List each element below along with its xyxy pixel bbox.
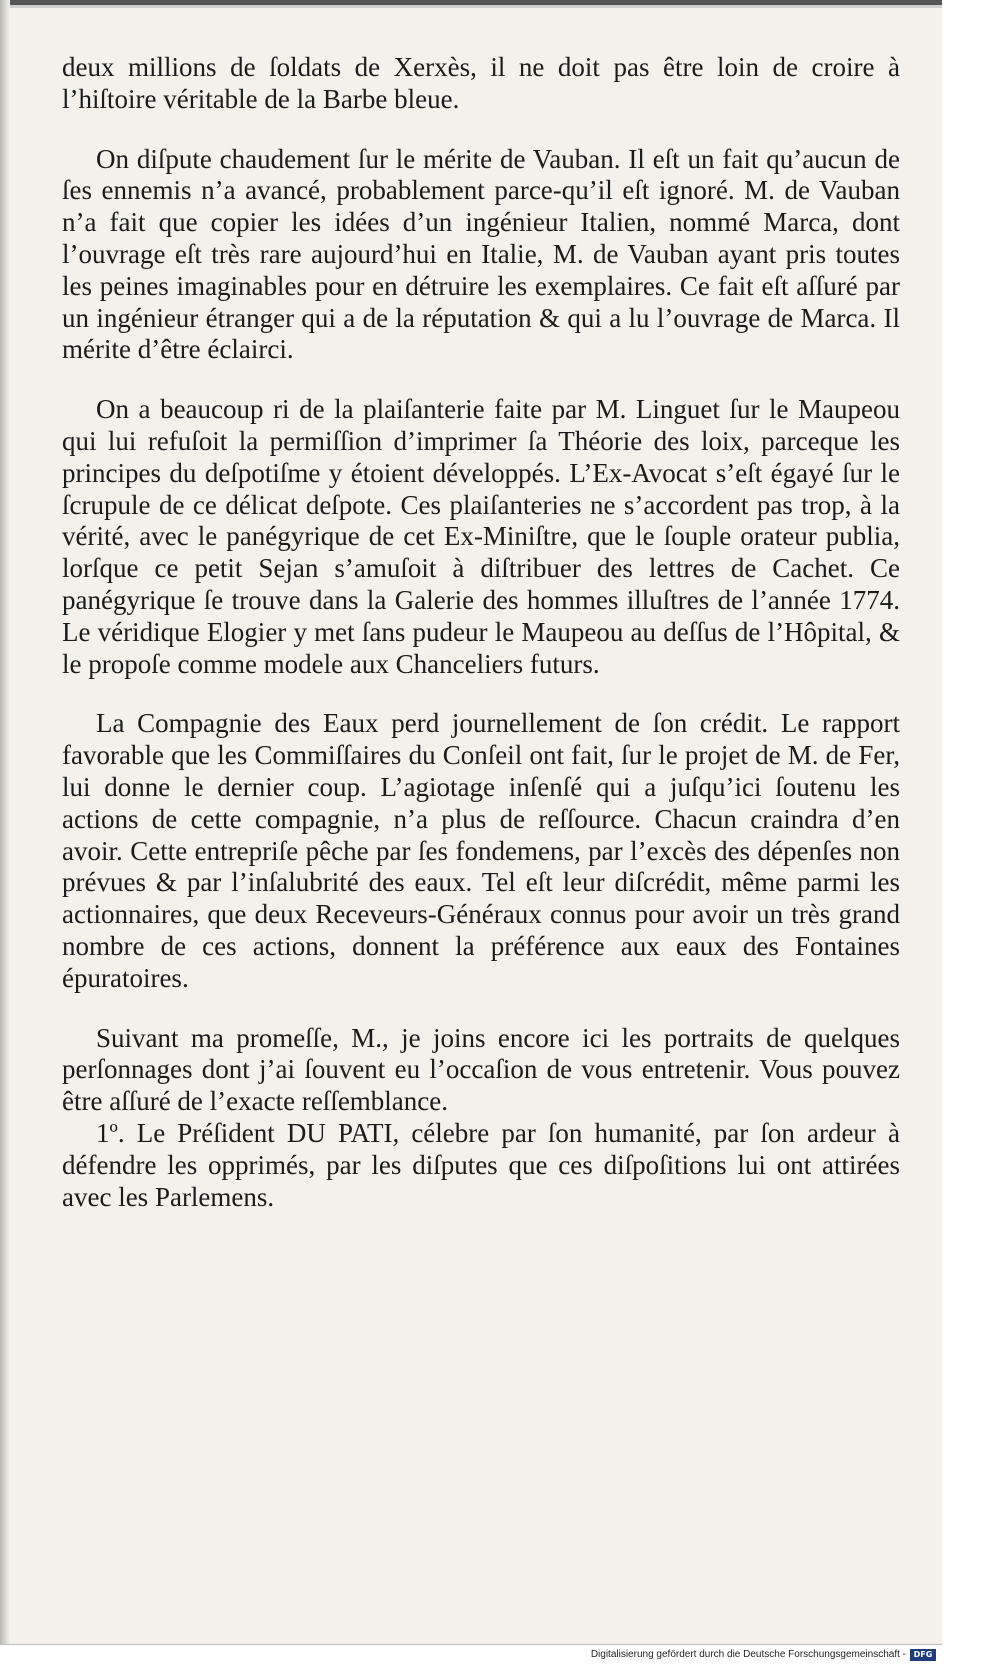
paragraph-compagnie-des-eaux: La Compagnie des Eaux perd journellement de ſon crédit. Le rapport favorable que les Commiſſaires du Conſeil ont fait, ſur le projet de M. de Fer, lui donne le dernier coup. L’agiotage inſenſé qui a juſqu’ici ſoutenu les actions de cette compagnie, n’a plus de reſſource. Chacun craindra d’en avoir. Cette entrepriſe pêche par ſes fondemens, par l’excès des dépenſes non prévues & par l’inſalubrité des eaux. Tel eſt leur diſcrédit, même parmi les actionnaires, que deux Receveurs-Généraux connus pour avoir un très grand nombre de ces actions, donnent la préférence aux eaux des Fontaines épuratoires. bbox=[62, 708, 900, 993]
paragraph-gap bbox=[62, 680, 900, 708]
paragraph-president-du-pati: 1º. Le Préſident DU PATI, célebre par ſon humanité, par ſon ardeur à défendre les opprimés, par les diſputes que ces diſpoſitions lui ont attirées avec les Parlemens. bbox=[62, 1117, 900, 1212]
digitization-footer bbox=[0, 1644, 942, 1665]
paragraph-vauban: On diſpute chaudement ſur le mérite de Vauban. Il eſt un fait qu’aucun de ſes ennemis n’a avancé, probablement parce-qu’il eſt ignoré. M. de Vauban n’a fait que copier les idées d’un ingénieur Italien, nommé Marca, dont l’ouvrage eſt très rare aujourd’hui en Italie, M. de Vauban ayant pris toutes les peines imaginables pour en détruire les exemplaires. Ce fait eſt aſſuré par un ingénieur étranger qui a de la réputation & qui a lu l’ouvrage de Marca. Il mérite d’être éclairci. bbox=[62, 143, 900, 365]
paragraph-linguet: On a beaucoup ri de la plaiſanterie faite par M. Linguet ſur le Maupeou qui lui refuſoit la permiſſion d’imprimer ſa Théorie des loix, parceque les principes du deſpotiſme y étoient développés. L’Ex-Avocat s’eſt égayé ſur le ſcrupule de ce délicat deſpote. Ces plaiſanteries ne s’accordent pas trop, à la vérité, avec le panégyrique de cet Ex-Miniſtre, que le ſouple orateur publia, lorſque ce petit Sejan s’amuſoit à diſtribuer des lettres de Cachet. Ce panégyrique ſe trouve dans la Galerie des hommes illuſtres de l’année 1774. Le véridique Elogier y met ſans pudeur le Maupeou au deſſus de l’Hôpital, & le propoſe comme modele aux Chanceliers futurs. bbox=[62, 394, 900, 679]
paragraph-gap bbox=[62, 116, 900, 144]
page-text-block bbox=[62, 52, 900, 1213]
paragraph-gap bbox=[62, 366, 900, 394]
page-left-edge bbox=[0, 0, 10, 1665]
paragraph-portraits-intro: Suivant ma promeſſe, M., je joins encore ici les portraits de quelques perſonnages dont j’ai ſouvent eu l’occaſion de vous entretenir. Vous pouvez être aſſuré de l’exacte reſſemblance. bbox=[62, 1022, 900, 1117]
footer-credit-text: Digitalisierung gefördert durch die Deutsche Forschungsgemeinschaft - bbox=[590, 1649, 906, 1660]
paragraph-gap bbox=[62, 995, 900, 1023]
paragraph-continuation: deux millions de ſoldats de Xerxès, il ne doit pas être loin de croire à l’hiſtoire véritable de la Barbe bleue. bbox=[62, 52, 900, 114]
dfg-logo-icon: DFG bbox=[910, 1649, 936, 1661]
page-top-edge bbox=[0, 0, 942, 14]
